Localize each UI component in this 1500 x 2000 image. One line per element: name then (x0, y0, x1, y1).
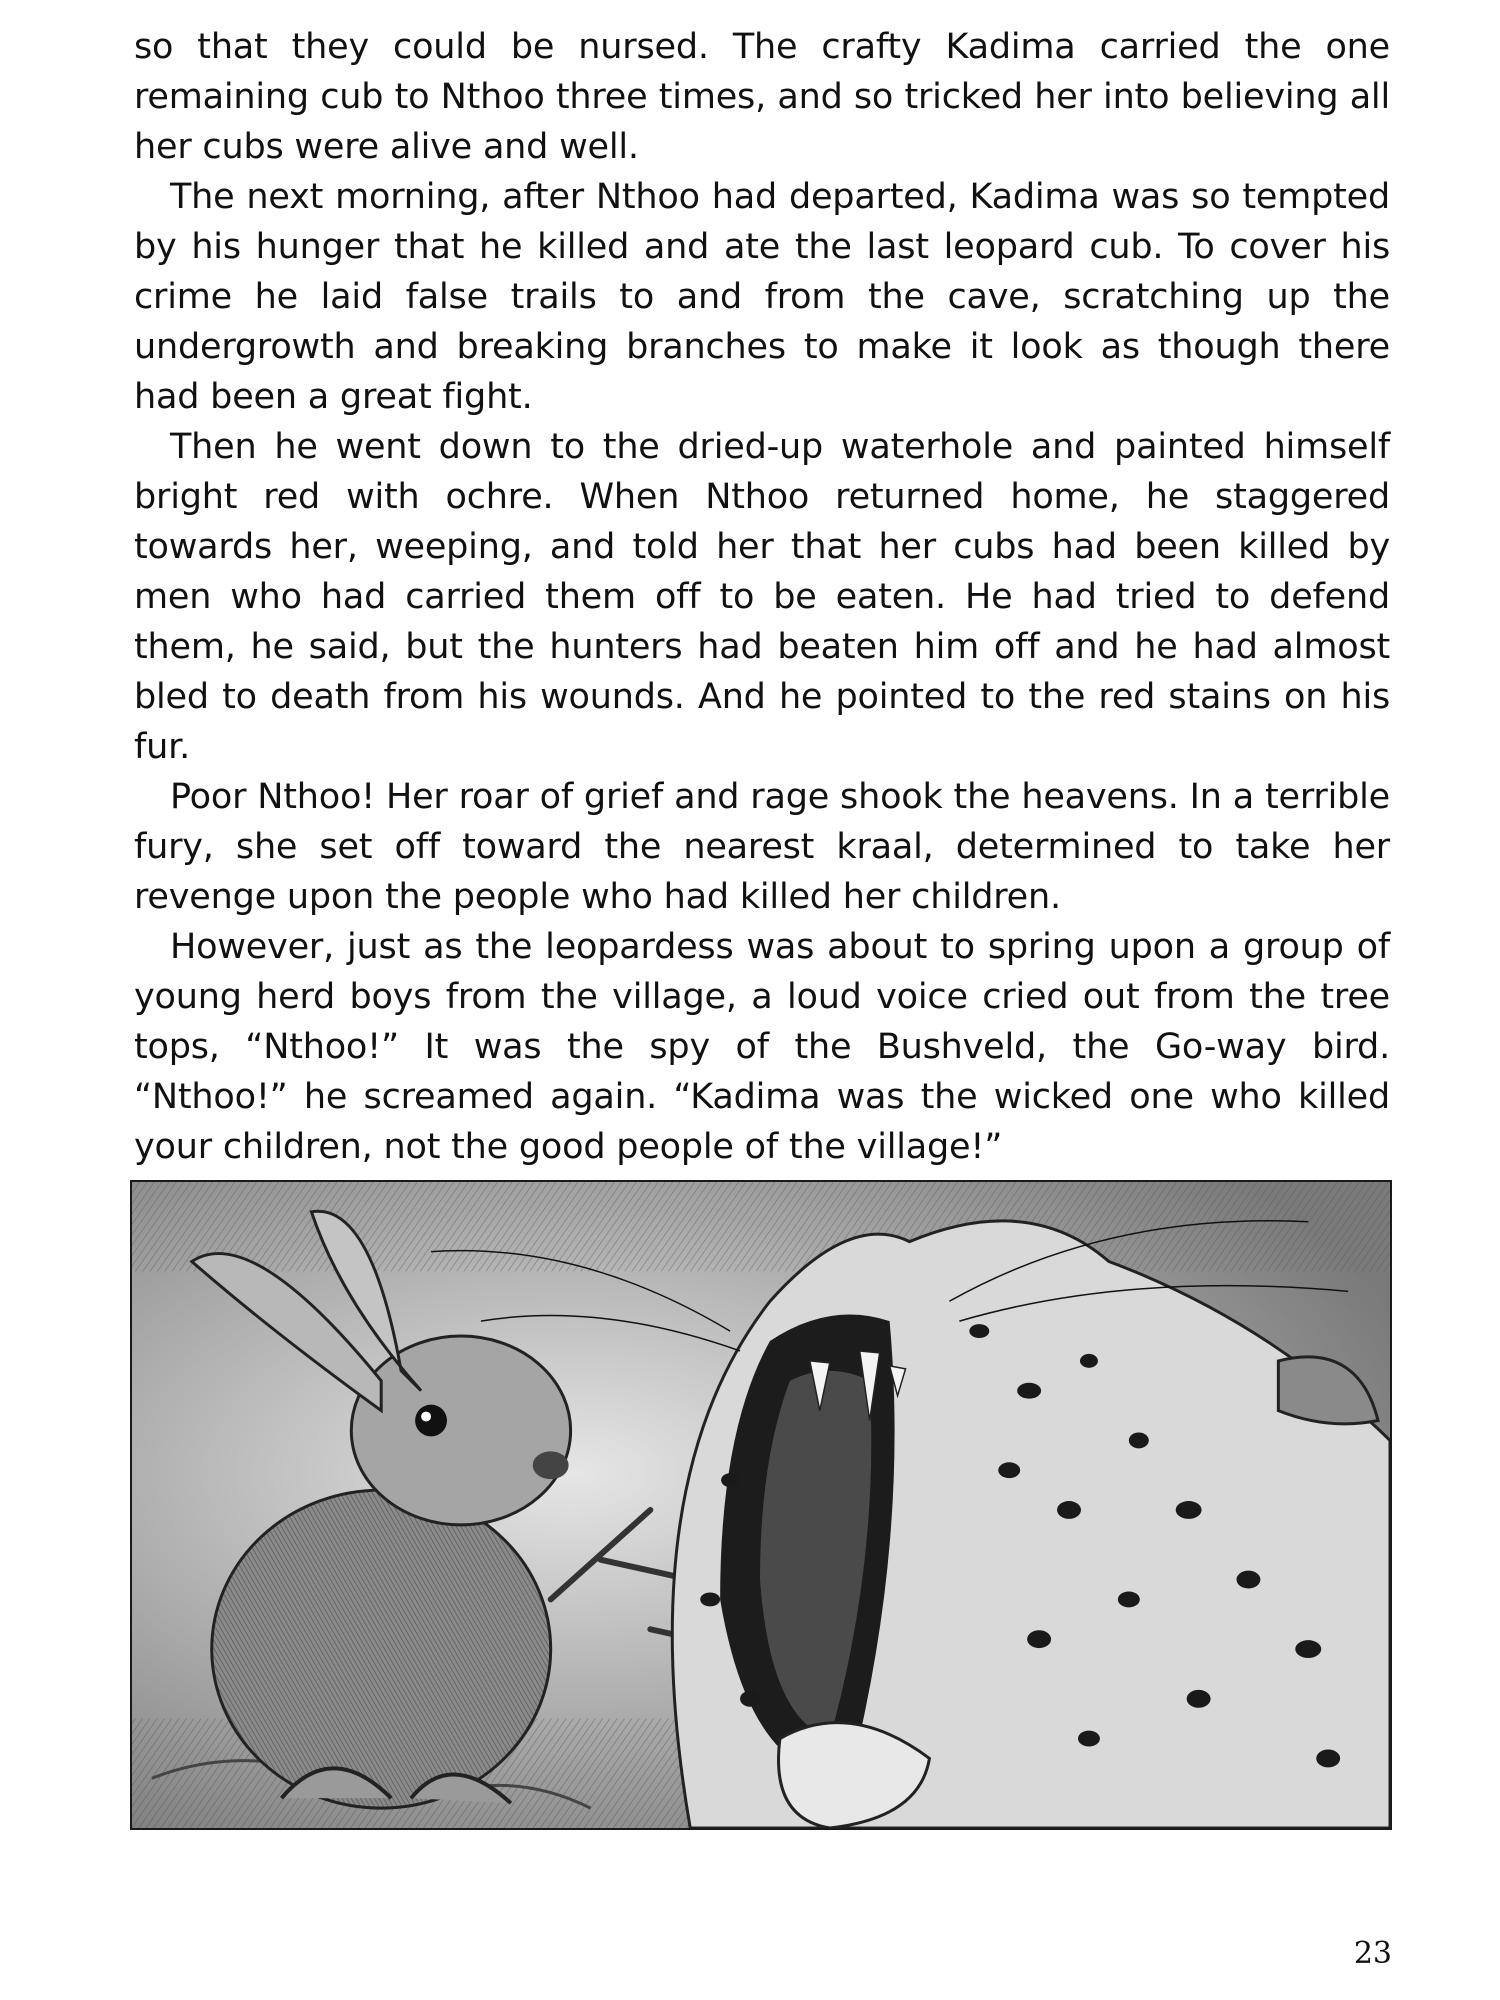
story-text (134, 22, 1390, 1172)
paragraph-3: Then he went down to the dried-up waterhole and painted himself bright red with ochre. When Nthoo returned home, he staggered towards her, weeping, and told her that her cubs had been killed by men who had carried them off to be eaten. He had tried to defend them, he said, but the hunters had beaten him off and he had almost bled to death from his wounds. And he pointed to the red stains on his fur. (134, 427, 1390, 767)
paragraph-4: Poor Nthoo! Her roar of grief and rage shook the heavens. In a terrible fury, she set off toward the nearest kraal, determined to take her revenge upon the people who had killed her children. (134, 777, 1390, 917)
paragraph-1: so that they could be nursed. The crafty Kadima carried the one remaining cub to Nthoo three times, and so tricked her into believing all her cubs were alive and well. (134, 27, 1390, 167)
page-number: 23 (1353, 1936, 1392, 1971)
paragraph-2: The next morning, after Nthoo had departed, Kadima was so tempted by his hunger that he killed and ate the last leopard cub. To cover his crime he laid false trails to and from the cave, scratching up the undergrowth and breaking branches to make it look as though there had been a great fight. (134, 177, 1390, 417)
illustration-drawing (132, 1182, 1390, 1828)
paragraph-5: However, just as the leopardess was about to spring upon a group of young herd boys from the village, a loud voice cried out from the tree tops, “Nthoo!” It was the spy of the Bushveld, the Go-way bird. “Nthoo!” he screamed again. “Kadima was the wicked one who killed your children, not the good people of the village!” (134, 927, 1390, 1167)
hare-and-leopard-illustration (130, 1180, 1392, 1830)
